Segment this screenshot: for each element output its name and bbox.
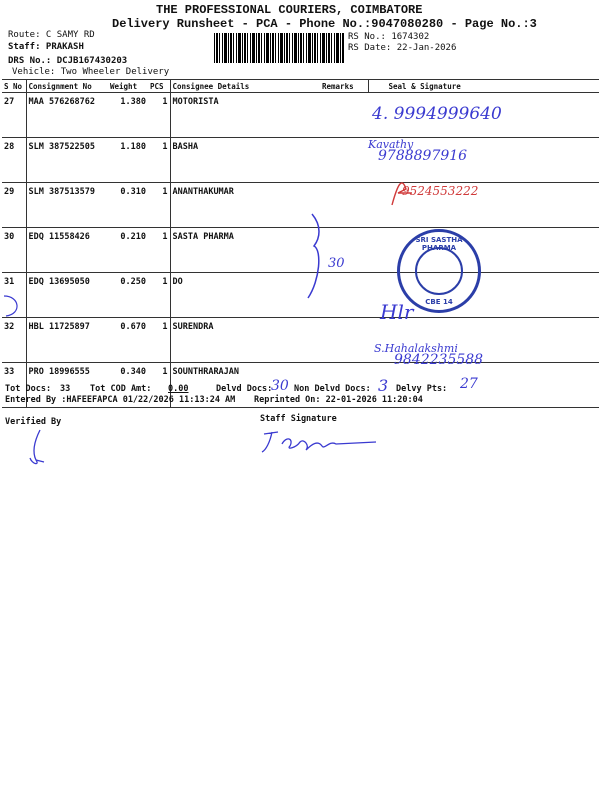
table-row	[2, 138, 599, 183]
cell-pcs: 1	[148, 93, 170, 138]
col-consignment: Consignment No	[26, 80, 108, 93]
handwritten-delvd-docs: 30	[271, 378, 289, 394]
cell-pcs: 1	[148, 273, 170, 318]
cell-consignment: HBL 11725897	[26, 318, 108, 363]
verified-signature	[26, 428, 50, 468]
tot-cod-label: Tot COD Amt:	[90, 384, 152, 394]
cell-consignee: DO	[170, 273, 320, 318]
cell-sno: 28	[2, 138, 26, 183]
col-consignee: Consignee Details	[170, 80, 320, 93]
table-row	[2, 318, 599, 363]
drs-number: DRS No.: DCJB167430203	[8, 56, 128, 66]
cell-remarks	[320, 318, 368, 363]
cell-sno: 33	[2, 363, 26, 408]
cell-pcs: 1	[148, 363, 170, 408]
cell-consignee: SURENDRA	[170, 318, 320, 363]
runsheet-subtitle: Delivery Runsheet - PCA - Phone No.:9047080280 - Page No.:3	[112, 17, 537, 31]
staff-signature-label: Staff Signature	[260, 414, 337, 424]
cell-weight: 0.670	[108, 318, 148, 363]
cell-pcs: 1	[148, 183, 170, 228]
handwritten-name-33: S.Hahalakshmi	[374, 342, 458, 355]
handwritten-phone-28: 9788897916	[378, 148, 468, 164]
handwritten-name-28: Kavathy	[368, 138, 414, 151]
staff-signature	[260, 426, 380, 458]
cell-consignee: SASTA PHARMA	[170, 228, 320, 273]
handwritten-phone-27: 4. 9994999640	[372, 104, 502, 124]
delvy-pts-label: Delvy Pts:	[396, 384, 448, 394]
cell-sno: 30	[2, 228, 26, 273]
cell-weight: 0.210	[108, 228, 148, 273]
cell-consignee: BASHA	[170, 138, 320, 183]
entered-by: Entered By :HAFEEFAPCA 01/22/2026 11:13:24 AM	[5, 395, 236, 405]
stamp-bottom-text: CBE 14	[425, 298, 453, 306]
cell-pcs: 1	[148, 318, 170, 363]
cell-consignee: SOUNTHRARAJAN	[170, 363, 320, 408]
route-label: Route: C SAMY RD	[8, 30, 95, 40]
cell-consignee: ANANTHAKUMAR	[170, 183, 320, 228]
company-title: THE PROFESSIONAL COURIERS, COIMBATORE	[156, 3, 423, 17]
tot-cod-value: 0.00	[168, 384, 189, 394]
handwritten-bracket-30-31	[296, 210, 356, 302]
stamp-inner-ring	[415, 247, 463, 295]
rs-date: RS Date: 22-Jan-2026	[348, 43, 457, 53]
cell-consignment: PRO 18996555	[26, 363, 108, 408]
cell-sno: 31	[2, 273, 26, 318]
col-weight: Weight	[108, 80, 148, 93]
reprinted-on: Reprinted On: 22-01-2026 11:20:04	[254, 395, 423, 405]
cell-weight: 0.310	[108, 183, 148, 228]
tot-docs-value: 33	[60, 384, 71, 394]
tot-docs-label: Tot Docs:	[5, 384, 52, 394]
col-signature: Seal & Signature	[368, 80, 599, 93]
cell-weight: 1.380	[108, 93, 148, 138]
col-pcs: PCS	[148, 80, 170, 93]
handwritten-non-delvd: 3	[378, 376, 389, 395]
col-sno: S No	[2, 80, 26, 93]
delvd-docs-label: Delvd Docs:	[216, 384, 273, 394]
cell-remarks	[320, 93, 368, 138]
cell-weight: 0.340	[108, 363, 148, 408]
cell-consignment: MAA 576268762	[26, 93, 108, 138]
staff-label: Staff: PRAKASH	[8, 42, 84, 52]
row-32-circle-mark	[0, 294, 26, 318]
cell-consignment: SLM 387522505	[26, 138, 108, 183]
barcode-image	[214, 33, 344, 63]
handwritten-initials-32: Hlr	[380, 300, 414, 324]
cell-remarks	[320, 138, 368, 183]
table-header-row	[2, 80, 599, 93]
verified-by-label: Verified By	[5, 417, 62, 427]
rs-number: RS No.: 1674302	[348, 32, 430, 42]
handwritten-red-signature-29	[388, 175, 418, 209]
non-delvd-docs-label: Non Delvd Docs:	[294, 384, 371, 394]
handwritten-phone-29: 9524553222	[402, 184, 479, 198]
cell-sno: 32	[2, 318, 26, 363]
cell-pcs: 1	[148, 138, 170, 183]
handwritten-30: 30	[328, 256, 345, 271]
handwritten-delvy-pts: 27	[460, 376, 478, 392]
cell-weight: 0.250	[108, 273, 148, 318]
cell-sno: 29	[2, 183, 26, 228]
vehicle-label: Vehicle: Two Wheeler Delivery	[12, 67, 170, 77]
stamp-top-text: SRI SASTHA PHARMA	[415, 236, 463, 252]
handwritten-phone-33: 9842235588	[394, 352, 484, 368]
cell-sno: 27	[2, 93, 26, 138]
cell-consignment: EDQ 11558426	[26, 228, 108, 273]
cell-consignment: EDQ 13695050	[26, 273, 108, 318]
cell-consignee: MOTORISTA	[170, 93, 320, 138]
cell-consignment: SLM 387513579	[26, 183, 108, 228]
cell-pcs: 1	[148, 228, 170, 273]
table-row	[2, 93, 599, 138]
cell-weight: 1.180	[108, 138, 148, 183]
col-remarks: Remarks	[320, 80, 368, 93]
